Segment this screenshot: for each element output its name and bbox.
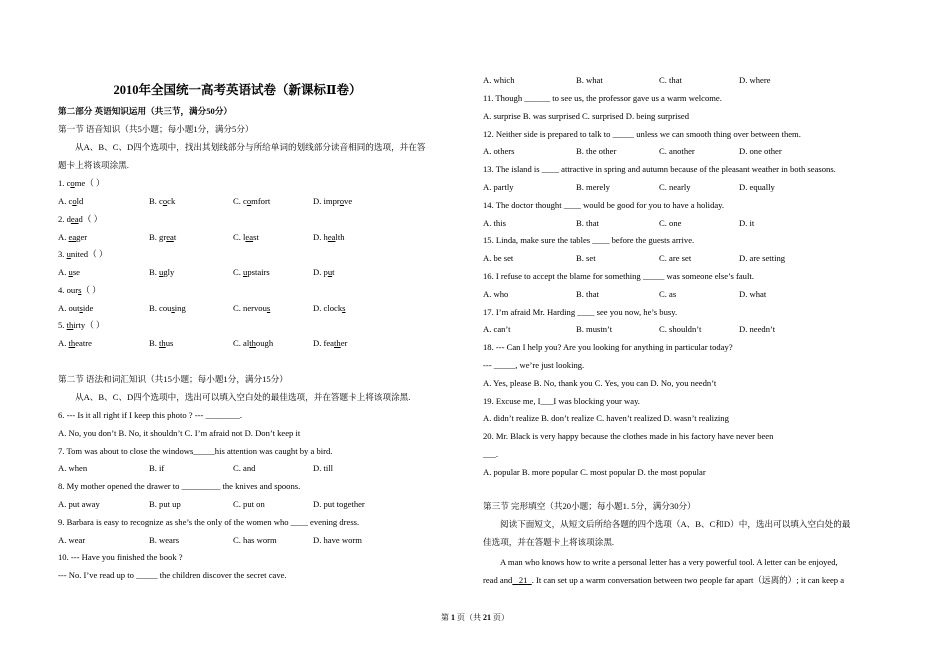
- option-text: ve: [344, 196, 353, 206]
- option: B. merely: [576, 182, 610, 192]
- option: B. the other: [576, 146, 617, 157]
- option: [149, 338, 173, 349]
- option: C. as: [659, 288, 677, 299]
- option-text: D. impr: [313, 196, 340, 206]
- option-text: t: [173, 231, 177, 242]
- question-stem: --- No. I’ve read up to _____ the children discover the secret cave.: [58, 570, 287, 581]
- stem-text: 2. d: [58, 213, 71, 224]
- underlined-sound: s: [342, 302, 346, 313]
- option-text: se: [72, 267, 80, 277]
- stem-text: （ ）: [81, 284, 101, 295]
- option: B. that: [576, 288, 599, 299]
- question-stem: 10. --- Have you finished the book ?: [58, 552, 183, 563]
- option: B. put up: [149, 499, 181, 509]
- question-stem: [58, 214, 102, 225]
- option: [233, 232, 259, 243]
- option: A. put away: [58, 499, 100, 509]
- option: [149, 232, 176, 243]
- option-text: A.: [58, 231, 69, 242]
- options-line: A. No, you don’t B. No, it shouldn’t C. I’m afraid not D. Don’t keep it: [58, 427, 301, 438]
- option: D. are setting: [739, 253, 786, 264]
- option: D. have worm: [313, 534, 362, 545]
- stem-text: irty（ ）: [73, 320, 105, 330]
- option-text: er: [340, 338, 348, 348]
- underlined-sound: s: [266, 302, 271, 313]
- stem-text: me（ ）: [74, 178, 105, 188]
- option: [233, 267, 270, 278]
- underlined-sound: ea: [166, 231, 174, 242]
- option: [58, 267, 80, 278]
- part2-heading: 第二部分 英语知识运用（共三节，满分50分）: [58, 106, 233, 116]
- section1-instruction-cont: 题卡上将该项涂黑.: [58, 160, 129, 170]
- question-stem: 8. My mother opened the drawer to _________ the knives and spoons.: [58, 481, 301, 492]
- option: [58, 232, 87, 243]
- passage-line: A man who knows how to write a personal letter has a very powerful tool. A letter can be enjoyed,: [500, 557, 838, 567]
- option-text: ide: [82, 302, 94, 313]
- option: A. be set: [483, 253, 514, 264]
- option: [58, 303, 93, 314]
- option-text: C.: [233, 267, 244, 277]
- option: C. another: [659, 146, 695, 157]
- options-line: A. Yes, please B. No, thank you C. Yes, you can D. No, you needn’t: [483, 377, 717, 388]
- question-stem: 15. Linda, make sure the tables ____ before the guests arrive.: [483, 235, 695, 246]
- option-text: B. gr: [149, 231, 167, 242]
- option: A. others: [483, 146, 515, 157]
- option: C. and: [233, 463, 256, 474]
- underlined-sound: u: [66, 249, 71, 259]
- option: A. who: [483, 288, 509, 299]
- option-text: A. out: [58, 302, 80, 313]
- underlined-sound: th: [68, 338, 76, 348]
- option: C. shouldn’t: [659, 324, 702, 335]
- option: [149, 196, 175, 207]
- option-text: D. h: [313, 231, 328, 242]
- option: B. what: [576, 75, 603, 85]
- page-footer: [0, 612, 950, 623]
- question-stem: [58, 320, 105, 331]
- underlined-sound: ea: [68, 231, 77, 242]
- underlined-sound: ea: [327, 231, 336, 242]
- option-text: ing: [174, 302, 186, 313]
- underlined-sound: u: [327, 267, 333, 277]
- option: [233, 338, 273, 349]
- option: [233, 196, 270, 207]
- underlined-sound: th: [159, 338, 166, 348]
- question-stem: ___.: [483, 449, 499, 459]
- total-pages: 21: [483, 613, 491, 622]
- option: A. can’t: [483, 324, 511, 335]
- option: [149, 303, 186, 314]
- option-text: A.: [58, 338, 69, 348]
- option-text: B.: [149, 267, 160, 277]
- question-stem: 6. --- Is it all right if I keep this photo ? --- ________.: [58, 410, 243, 420]
- underlined-sound: ea: [245, 231, 254, 242]
- option: [313, 232, 345, 243]
- option: A. wear: [58, 534, 86, 545]
- option-text: B. cou: [149, 302, 172, 313]
- option: D. till: [313, 463, 334, 474]
- underlined-sound: s: [78, 284, 82, 295]
- underlined-sound: u: [243, 267, 248, 277]
- stem-text: 5.: [58, 320, 67, 330]
- option: D. equally: [739, 182, 775, 192]
- underlined-sound: o: [339, 196, 345, 206]
- underlined-sound: ea: [70, 213, 79, 224]
- option-text: C. al: [233, 338, 250, 348]
- question-stem: 17. I’m afraid Mr. Harding ____ see you now, he’s busy.: [483, 306, 678, 317]
- option: D. needn’t: [739, 324, 776, 335]
- stem-text: nited（ ）: [70, 249, 108, 259]
- option: [58, 338, 92, 349]
- page-number: 1: [451, 613, 455, 622]
- option: A. which: [483, 75, 515, 85]
- options-line: A. didn’t realize B. don’t realize C. haven’t realized D. wasn’t realizing: [483, 413, 729, 424]
- option: D. it: [739, 217, 755, 228]
- stem-text: 3.: [58, 249, 67, 259]
- footer-prefix: 第: [441, 613, 449, 622]
- stem-text: d（ ）: [78, 213, 103, 224]
- question-stem: 18. --- Can I help you? Are you looking for anything in particular today?: [483, 342, 733, 353]
- section3-instruction-cont: 佳选项，并在答题卡上将该项涂黑.: [483, 537, 615, 547]
- underlined-sound: s: [171, 302, 175, 313]
- question-stem: [58, 285, 101, 296]
- section3-instruction: 阅读下面短文，从短文后所给各题的四个选项（A、B、C和D）中，选出可以填入空白处的最: [500, 519, 851, 529]
- option-text: C. l: [233, 231, 246, 242]
- question-stem: 9. Barbara is easy to recognize as she’s the only of the women who ____ evening dress.: [58, 516, 360, 527]
- underlined-sound: u: [159, 267, 164, 277]
- option: [313, 267, 335, 278]
- underlined-sound: th: [334, 338, 341, 348]
- option-text: mfort: [251, 196, 271, 206]
- blank-21: [512, 575, 531, 585]
- section1-heading: 第一节 语音知识（共5小题；每小题1分，满分5分）: [58, 124, 254, 134]
- question-stem: 19. Excuse me, I___I was blocking your way.: [483, 395, 640, 406]
- options-line: A. surprise B. was surprised C. surprised D. being surprised: [483, 110, 689, 121]
- passage-line-2: [483, 575, 844, 586]
- option-text: C. c: [233, 196, 247, 206]
- option: [313, 338, 347, 349]
- option: [58, 196, 83, 207]
- option: D. one other: [739, 146, 782, 157]
- section2-heading: 第二节 语法和词汇知识（共15小题；每小题1分，满分15分）: [58, 374, 288, 384]
- option: D. put together: [313, 499, 365, 509]
- option: [233, 303, 270, 314]
- option-text: ld: [76, 196, 84, 206]
- question-stem: --- _____, we’re just looking.: [483, 360, 585, 370]
- option-text: lth: [335, 231, 345, 242]
- underlined-sound: o: [246, 196, 252, 206]
- option: A. when: [58, 463, 88, 474]
- option: D. what: [739, 288, 767, 299]
- option-text: B.: [149, 338, 160, 348]
- option-text: us: [165, 338, 174, 348]
- option-text: eatre: [75, 338, 92, 348]
- underlined-sound: o: [70, 178, 75, 188]
- question-stem: 11. Though ______ to see us, the professor gave us a warm welcome.: [483, 93, 722, 103]
- option-text: A. c: [58, 196, 73, 206]
- underlined-sound: o: [72, 196, 77, 206]
- options-line: A. popular B. more popular C. most popular D. the most popular: [483, 466, 706, 477]
- option: [313, 303, 345, 314]
- stem-text: 4. our: [58, 284, 79, 295]
- option: C. that: [659, 75, 682, 85]
- option-text: C. nervou: [233, 302, 267, 313]
- question-stem: 14. The doctor thought ____ would be good for you to have a holiday.: [483, 199, 725, 210]
- option-text: gly: [163, 267, 175, 277]
- option: B. wears: [149, 534, 180, 545]
- question-stem: 20. Mr. Black is very happy because the clothes made in his factory have never been: [483, 431, 774, 442]
- option-text: pstairs: [247, 267, 270, 277]
- section3-heading: 第三节 完形填空（共20小题；每小题1. 5分，满分30分）: [483, 501, 696, 511]
- question-stem: [58, 178, 105, 189]
- option-text: t: [332, 267, 335, 277]
- question-stem: 16. I refuse to accept the blame for something _____ was someone else’s fault.: [483, 271, 754, 281]
- exam-title: 2010年全国统一高考英语试卷（新课标Ⅱ卷）: [113, 83, 362, 97]
- stem-text: 1. c: [58, 178, 71, 188]
- question-stem: 12. Neither side is prepared to talk to _____ unless we can smooth thing over between them.: [483, 128, 801, 139]
- option-text: D. p: [313, 267, 328, 277]
- question-stem: 7. Tom was about to close the windows_____his attention was caught by a bird.: [58, 445, 333, 456]
- option: C. are set: [659, 253, 692, 264]
- option-text: D. fea: [313, 338, 334, 348]
- blank-number: 21: [518, 575, 528, 585]
- option-text: ck: [167, 196, 176, 206]
- option: A. partly: [483, 182, 514, 192]
- footer-suffix: 页）: [493, 613, 509, 622]
- option: A. this: [483, 217, 506, 228]
- section2-instruction: 从A、B、C、D四个选项中，选出可以填入空白处的最佳选项，并在答题卡上将该项涂黑.: [75, 392, 411, 402]
- option: B. if: [149, 463, 165, 474]
- option: C. put on: [233, 499, 265, 509]
- option-text: B. c: [149, 196, 163, 206]
- option: B. set: [576, 253, 596, 264]
- underlined-sound: th: [66, 320, 74, 330]
- option-text: ger: [76, 231, 88, 242]
- option-text: st: [253, 231, 259, 242]
- option: C. one: [659, 217, 682, 228]
- question-stem: [58, 249, 107, 260]
- option: D. where: [739, 75, 771, 85]
- underlined-sound: s: [79, 302, 83, 313]
- option-text: ough: [255, 338, 274, 348]
- underlined-sound: o: [162, 196, 168, 206]
- footer-mid: 页（共: [457, 613, 481, 622]
- option: [149, 267, 174, 278]
- passage-text: read and: [483, 575, 513, 585]
- option-text: A.: [58, 267, 69, 277]
- option: B. mustn’t: [576, 324, 613, 335]
- option: C. has worm: [233, 534, 277, 545]
- section1-instruction: 从A、B、C、D四个选项中，找出其划线部分与所给单词的划线部分读音相同的选项，并在答: [75, 142, 426, 152]
- underlined-sound: th: [249, 338, 256, 348]
- option: B. that: [576, 217, 599, 228]
- option: C. nearly: [659, 182, 691, 192]
- underlined-sound: u: [68, 267, 73, 277]
- passage-text: . It can set up a warm conversation between two people far apart（远离的）; it can keep a: [531, 575, 845, 585]
- option: [313, 196, 352, 207]
- option-text: D. clock: [313, 302, 343, 313]
- question-stem: 13. The island is ____ attractive in spring and autumn because of the pleasant weather in both seasons.: [483, 164, 836, 175]
